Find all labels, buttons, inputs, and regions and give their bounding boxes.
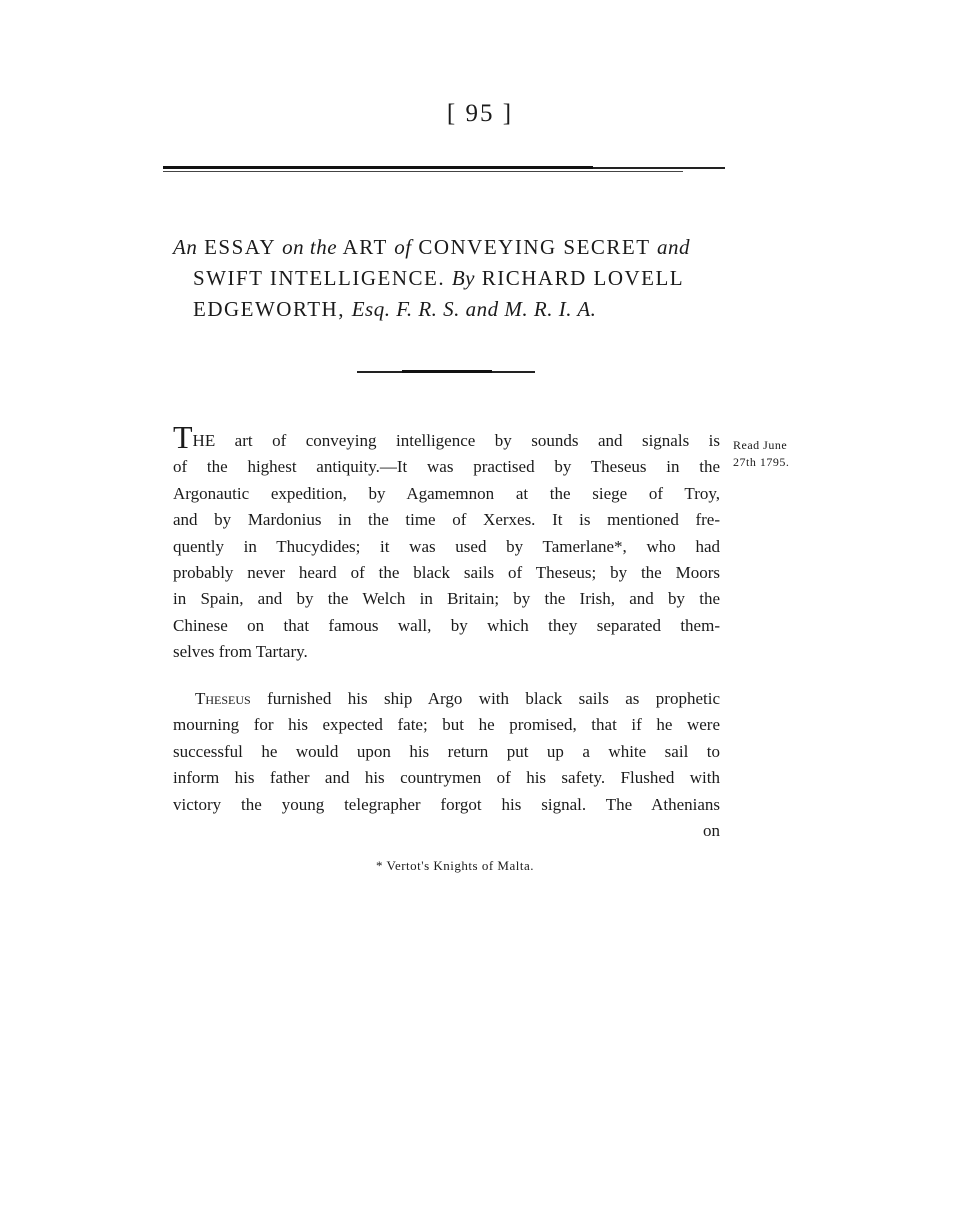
header-rule-thick-right bbox=[593, 167, 725, 169]
paragraph-2 bbox=[173, 686, 720, 844]
paragraph-1-line bbox=[173, 419, 720, 455]
paragraph-1-line: and by Mardonius in the time of Xerxes. It is mentioned fre- bbox=[173, 510, 720, 530]
paragraph-1-line: selves from Tartary. bbox=[173, 642, 308, 662]
title-credentials: Esq. F. R. S. and M. R. I. A. bbox=[351, 297, 597, 321]
paragraph-2-line: inform his father and his countrymen of his safety. Flushed with bbox=[173, 768, 720, 788]
title-surname: EDGEWORTH, bbox=[193, 297, 345, 321]
paragraph-1-line: of the highest antiquity.—It was practised by Theseus in the bbox=[173, 457, 720, 477]
catchword: on bbox=[703, 821, 720, 841]
title-line-3 bbox=[173, 294, 733, 325]
paragraph-2-line bbox=[173, 686, 720, 712]
title-essay: ESSAY bbox=[204, 235, 276, 259]
paragraph-1-line: in Spain, and by the Welch in Britain; by the Irish, and by the bbox=[173, 589, 720, 609]
paragraph-1-line: quently in Thucydides; it was used by Tamerlane*, who had bbox=[173, 536, 720, 556]
paragraph-2-line: victory the young telegrapher forgot his signal. The Athenians bbox=[173, 794, 720, 814]
footnote: * Vertot's Knights of Malta. bbox=[375, 858, 534, 873]
paragraph-1-line-text: HE art of conveying intelligence by sounds and signals is bbox=[192, 431, 720, 450]
header-rule bbox=[163, 165, 725, 173]
title-art: ART bbox=[342, 235, 388, 259]
page-number: [ 95 ] bbox=[446, 100, 514, 127]
title-line-1 bbox=[173, 232, 733, 263]
title-swift: SWIFT INTELLIGENCE. bbox=[193, 266, 446, 290]
title-and: and bbox=[656, 235, 690, 259]
essay-title bbox=[173, 232, 733, 325]
paragraph-1-line: probably never heard of the black sails of Theseus; by the Moors bbox=[173, 563, 720, 583]
title-line-2 bbox=[173, 263, 733, 294]
title-on-the: on the bbox=[282, 235, 338, 259]
paragraph-2-lead: Theseus bbox=[195, 689, 251, 708]
header-rule-thin bbox=[163, 171, 683, 172]
title-by: By bbox=[451, 266, 475, 290]
margin-note-line-1: Read June bbox=[733, 438, 788, 452]
paragraph-2-line: mourning for his expected fate; but he promised, that if he were bbox=[173, 715, 720, 735]
title-of: of bbox=[394, 235, 412, 259]
title-divider bbox=[357, 371, 535, 373]
drop-cap: T bbox=[173, 419, 193, 455]
margin-note-line-2: 27th 1795. bbox=[733, 455, 790, 469]
header-rule-thick bbox=[163, 166, 593, 169]
paragraph-1 bbox=[173, 419, 720, 666]
paragraph-2-line: successful he would upon his return put up a white sail to bbox=[173, 741, 720, 761]
title-divider-center bbox=[402, 370, 492, 373]
margin-note bbox=[733, 437, 789, 471]
title-an: An bbox=[173, 235, 198, 259]
paragraph-1-line: Chinese on that famous wall, by which they separated them- bbox=[173, 615, 720, 635]
paragraph-1-line: Argonautic expedition, by Agamemnon at the siege of Troy, bbox=[173, 483, 720, 503]
title-author: RICHARD LOVELL bbox=[481, 266, 685, 290]
paragraph-2-line-text: furnished his ship Argo with black sails as prophetic bbox=[267, 689, 721, 708]
title-conveying: CONVEYING SECRET bbox=[418, 235, 651, 259]
